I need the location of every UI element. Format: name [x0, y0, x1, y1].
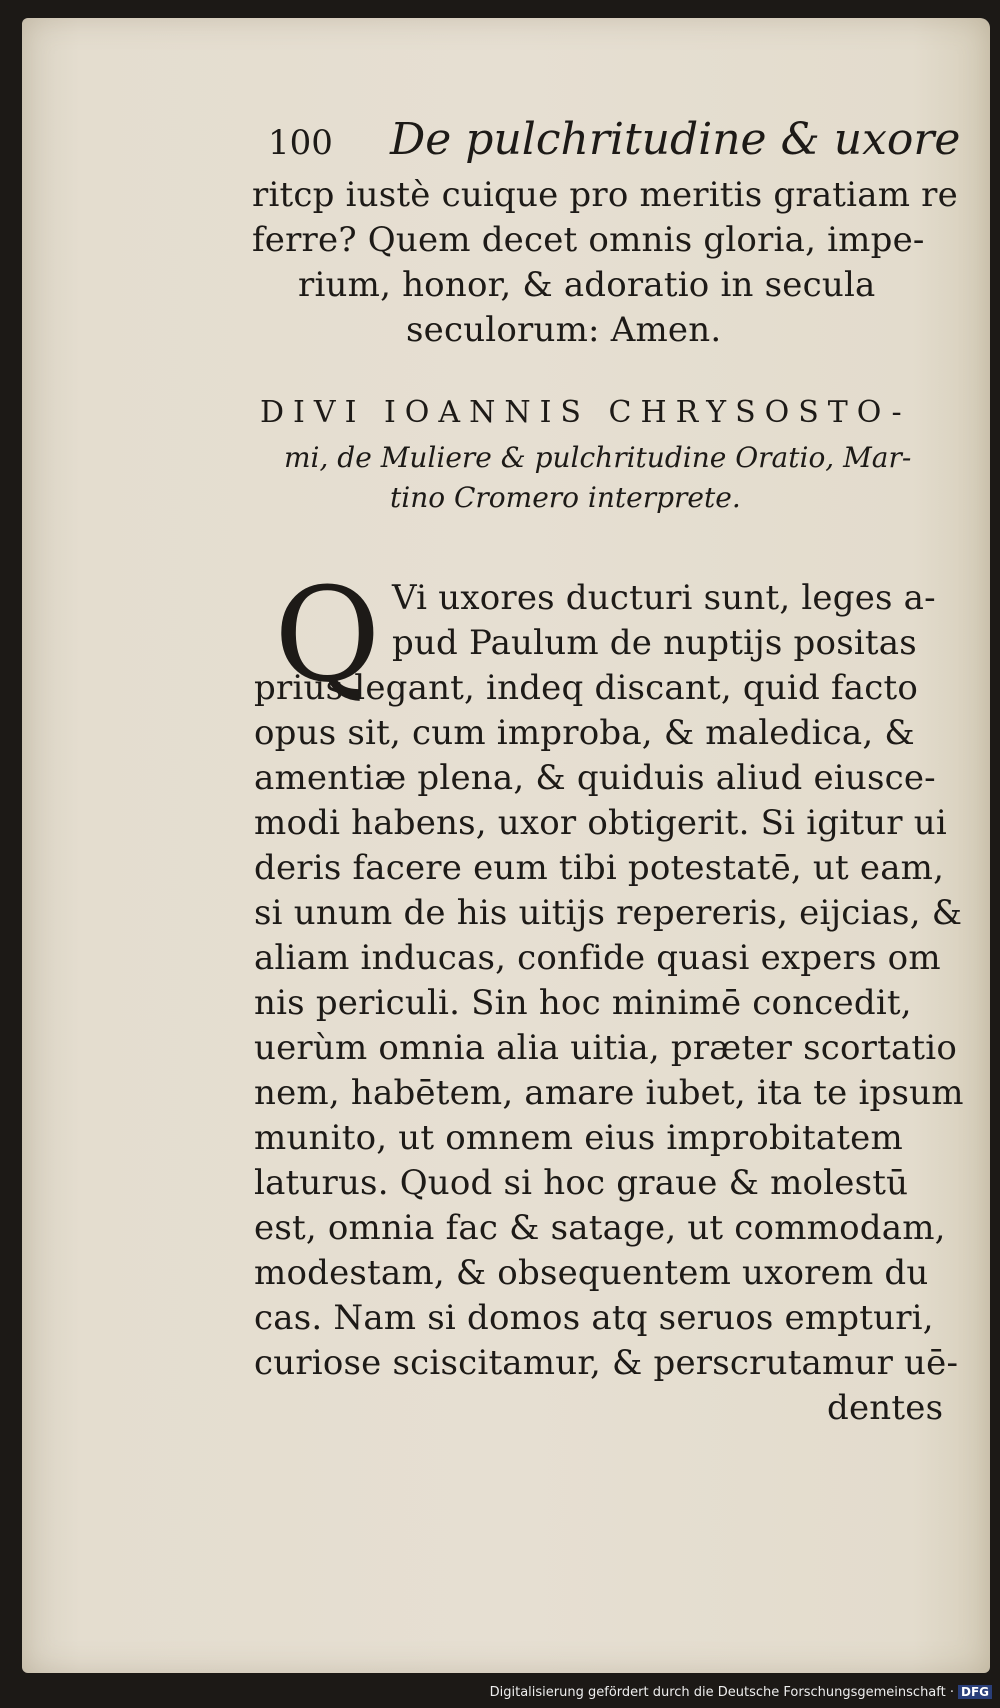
body-line: opus sit, cum improba, & maledica, &: [254, 713, 915, 753]
body-line: nis periculi. Sin hoc minimē concedit,: [254, 983, 912, 1023]
page-number: 100: [268, 123, 333, 163]
closing-line: seculorum: Amen.: [406, 310, 722, 350]
book-page: [22, 18, 990, 1673]
closing-line: rium, honor, & adoratio in secula: [298, 265, 876, 305]
closing-line: ferre? Quem decet omnis gloria, impe-: [252, 220, 925, 260]
body-line: amentiæ plena, & quiduis aliud eiusce-: [254, 758, 936, 798]
running-title: De pulchritudine & uxore: [390, 114, 961, 165]
body-line: curiose sciscitamur, & perscrutamur uē-: [254, 1343, 959, 1383]
digitization-credit: [490, 1685, 992, 1700]
body-line: Vi uxores ducturi sunt, leges a-: [392, 578, 936, 618]
closing-line: ritcp iustè cuique pro meritis gratiam re: [252, 175, 958, 215]
body-line: munito, ut omnem eius improbitatem: [254, 1118, 903, 1158]
body-line: modi habens, uxor obtigerit. Si igitur ui: [254, 803, 947, 843]
body-line: laturus. Quod si hoc graue & molestū: [254, 1163, 909, 1203]
drop-cap: Q: [274, 559, 381, 711]
body-line: est, omnia fac & satage, ut commodam,: [254, 1208, 946, 1248]
dfg-logo: DFG: [958, 1685, 992, 1699]
body-line: modestam, & obsequentem uxorem du: [254, 1253, 929, 1293]
section-title-line: DIVI IOANNIS CHRYSOSTO-: [260, 395, 911, 430]
body-line: cas. Nam si domos atq seruos empturi,: [254, 1298, 934, 1338]
catchword: dentes: [827, 1388, 944, 1428]
credit-text: Digitalisierung gefördert durch die Deutsche Forschungsgemeinschaft ·: [489, 1685, 954, 1700]
body-line: deris facere eum tibi potestatē, ut eam,: [254, 848, 945, 888]
body-line: nem, habētem, amare iubet, ita te ipsum: [254, 1073, 964, 1113]
body-line: pud Paulum de nuptijs positas: [392, 623, 917, 663]
body-line: aliam inducas, confide quasi expers om: [254, 938, 941, 978]
body-line: si unum de his uitijs repereris, eijcias, &: [254, 893, 963, 933]
body-line: uerùm omnia alia uitia, præter scortatio: [254, 1028, 958, 1068]
section-title-line: mi, de Muliere & pulchritudine Oratio, Mar-: [284, 441, 912, 474]
section-title-line: tino Cromero interprete.: [390, 481, 741, 514]
body-line: prius legant, indeq discant, quid facto: [254, 668, 918, 708]
